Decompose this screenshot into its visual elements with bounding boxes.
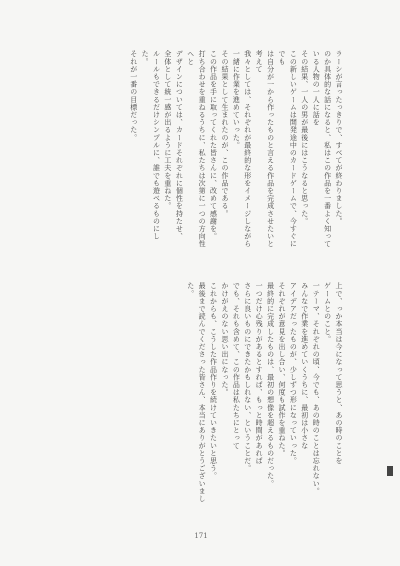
page-number: 171: [194, 532, 208, 540]
paragraph: かけがえのない思い出になった。: [220, 282, 229, 396]
paragraph: アイデアだったものが、少しずつ形になっていった。: [289, 282, 298, 465]
paragraph: 我々としては、それぞれが最終的な形をイメージしながら: [243, 50, 252, 248]
paragraph: 全体として統一感が出るように工夫を重ねた。: [163, 50, 172, 210]
paragraph: この新しいゲームは開発途中のカードゲームで、今すぐにでも: [277, 50, 298, 248]
paragraph: 最後まで読んでくださった皆さん、本当にありがとうございました。: [186, 282, 207, 503]
paragraph: その結果、一人の男が最後にはこうなると思った。: [300, 50, 309, 225]
paragraph: でも、それも含めて、この作品は私たちにとって: [232, 282, 241, 450]
paragraph: ゲームとのこと。: [323, 282, 332, 343]
paragraph: その結果として生まれたのが、この作品である。: [220, 50, 229, 218]
paragraph: 一緒に作業を進めていった。: [232, 50, 241, 149]
paragraph: 上で、っか本当は今になって思うと、あの時のことを: [335, 282, 343, 465]
paragraph: みんなで作業を進めていくうちに、最初は小さな: [300, 282, 309, 450]
tab-block-icon: [387, 466, 393, 476]
paragraph: それが一番の目標だった。: [129, 50, 138, 142]
paragraph: 一つだけ心残りがあるとすれば、もっと時間があれば: [255, 282, 264, 465]
paragraph: は自分が一から作ったものと言える作品を完成させたいと考えて: [255, 50, 275, 248]
paragraph: この作品を手に取ってくれた皆さんに、改めて感謝を。: [209, 50, 218, 240]
paragraph: 最終的に完成したものは、最初の想像を超えるものだった。: [266, 282, 275, 488]
paragraph: これからも、こうした作品作りを続けていきたいと思う。: [209, 282, 218, 480]
edge-tab-mark: [386, 462, 394, 484]
bottom-text-column: [44, 282, 344, 517]
paragraph: デザインについては、カードそれぞれに個性を持たせ、: [175, 50, 184, 240]
paragraph: のか具体的な話になると、私はこの作品を一番よく知っている人物の一人に話を: [312, 50, 332, 248]
paragraph: ラーシが言ったっきりで、すべてが終わりました。: [335, 50, 343, 225]
paragraph: 打ち合わせを重ねるうちに、私たちは次第に一つの方向性へと: [186, 50, 207, 248]
paragraph: さらに良いものにできたかもしれない、ということだ。: [243, 282, 252, 472]
top-text-column: [44, 50, 344, 255]
paragraph: それぞれが意見を出し合い、何度も試作を重ねた。: [277, 282, 286, 457]
paragraph: 一テーマ、それぞれの頃、今でも、あの時のことは忘れない。: [312, 282, 321, 495]
paragraph: ルールもできるだけシンプルに、誰でも遊べるものにした。: [141, 50, 161, 240]
